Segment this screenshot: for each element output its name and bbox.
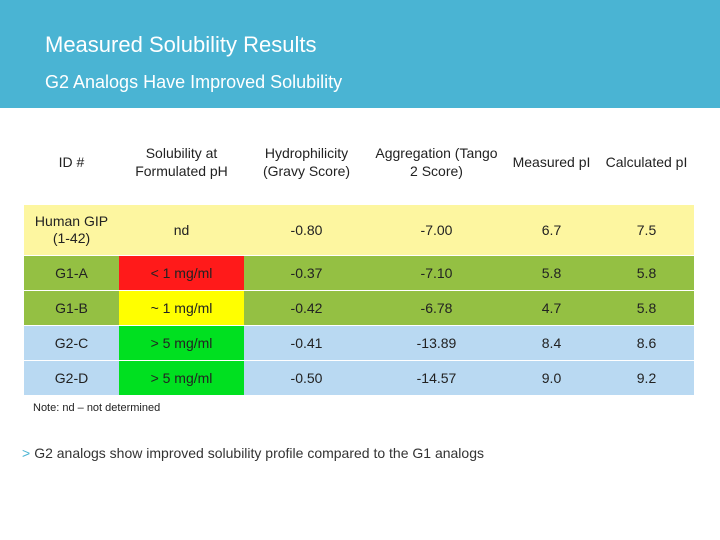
cell-calculated-pi: 5.8 [599,291,694,326]
cell-measured-pi: 9.0 [504,361,599,396]
column-header-aggregation: Aggregation (Tango 2 Score) [369,120,504,205]
cell-solubility: ~ 1 mg/ml [119,291,244,326]
cell-solubility: nd [119,205,244,256]
cell-measured-pi: 8.4 [504,326,599,361]
cell-hydrophilicity: -0.80 [244,205,369,256]
cell-calculated-pi: 7.5 [599,205,694,256]
column-header-id: ID # [24,120,119,205]
table-row-human-gip [24,205,694,256]
cell-id: G2-D [24,361,119,396]
cell-measured-pi: 5.8 [504,256,599,291]
cell-hydrophilicity: -0.41 [244,326,369,361]
cell-aggregation: -7.00 [369,205,504,256]
header-banner [0,0,720,108]
table-row-g2-d [24,361,694,396]
solubility-table [24,120,694,396]
summary-bullet [22,445,484,461]
cell-solubility: > 5 mg/ml [119,361,244,396]
cell-aggregation: -14.57 [369,361,504,396]
table-row-g1-a [24,256,694,291]
cell-hydrophilicity: -0.42 [244,291,369,326]
cell-id: G1-A [24,256,119,291]
column-header-calculated-pi: Calculated pI [599,120,694,205]
cell-aggregation: -13.89 [369,326,504,361]
cell-id: G1-B [24,291,119,326]
cell-measured-pi: 4.7 [504,291,599,326]
cell-hydrophilicity: -0.37 [244,256,369,291]
cell-id: G2-C [24,326,119,361]
bullet-text: G2 analogs show improved solubility profile compared to the G1 analogs [34,445,484,461]
cell-measured-pi: 6.7 [504,205,599,256]
table-note: Note: nd – not determined [33,402,161,414]
cell-aggregation: -7.10 [369,256,504,291]
page-subtitle: G2 Analogs Have Improved Solubility [45,72,343,92]
cell-calculated-pi: 5.8 [599,256,694,291]
column-header-hydrophilicity: Hydrophilicity (Gravy Score) [244,120,369,205]
cell-aggregation: -6.78 [369,291,504,326]
table-row-g1-b [24,291,694,326]
column-header-solubility: Solubility at Formulated pH [119,120,244,205]
cell-solubility: > 5 mg/ml [119,326,244,361]
cell-id: Human GIP (1-42) [24,205,119,256]
cell-calculated-pi: 9.2 [599,361,694,396]
cell-solubility: < 1 mg/ml [119,256,244,291]
table-header-row [24,120,694,205]
cell-calculated-pi: 8.6 [599,326,694,361]
page-title: Measured Solubility Results [45,32,317,57]
bullet-marker: > [22,445,31,461]
column-header-measured-pi: Measured pI [504,120,599,205]
table-row-g2-c [24,326,694,361]
cell-hydrophilicity: -0.50 [244,361,369,396]
